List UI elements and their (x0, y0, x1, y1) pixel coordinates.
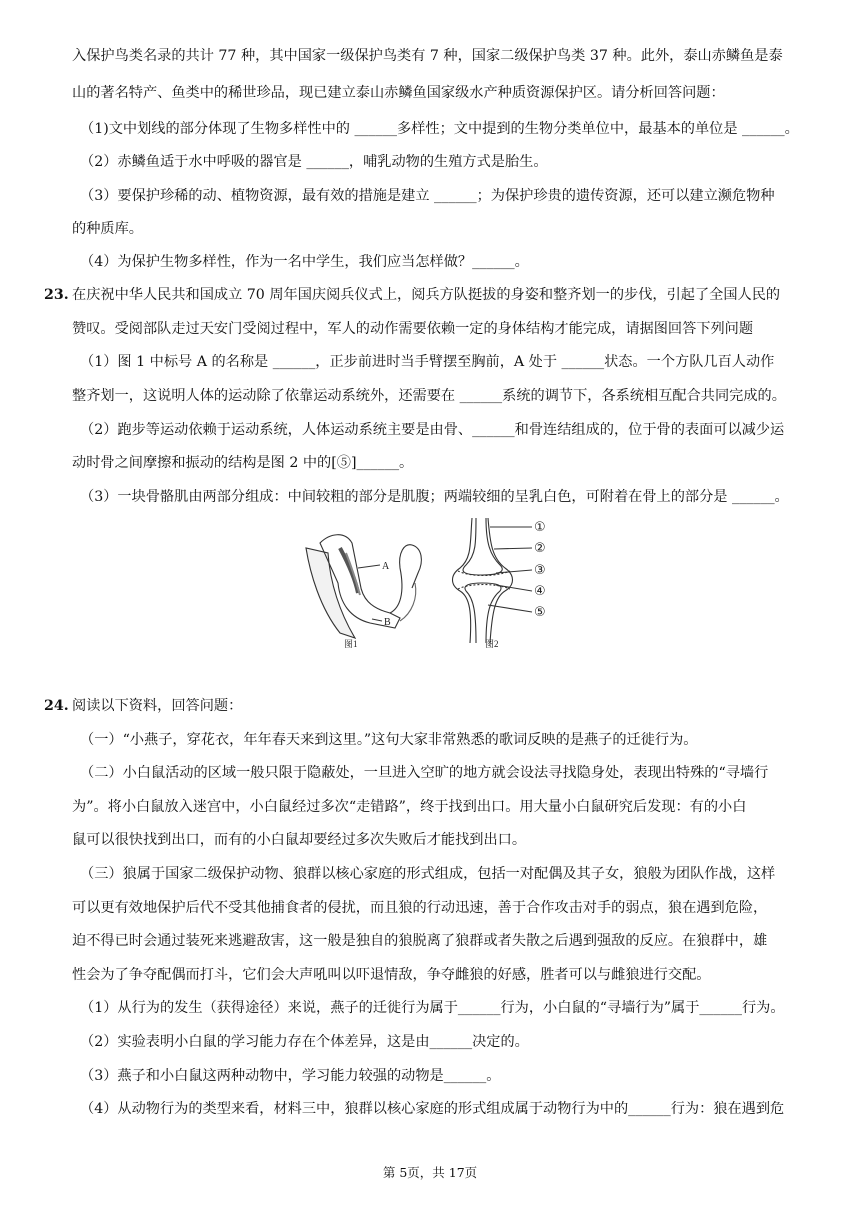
q24-material-3c: 迫不得已时会通过装死来逃避敌害，这一般是独自的狼脱离了狼群或者失散之后遇到强敌的反应。在狼群中，雄 (72, 933, 768, 949)
fig2-label-2: ② (534, 541, 546, 556)
fig-caption-1: 图1 (344, 639, 358, 649)
fig-label-a: A (382, 561, 390, 572)
q22-sub3a: （3）要保护珍稀的动、植物资源，最有效的措施是建立 ______；为保护珍贵的遗传资源，还可以建立濒危物种 (80, 188, 775, 204)
page-footer: 第 5页，共 17页 (382, 1165, 478, 1180)
fig2-label-4: ④ (534, 584, 546, 599)
q23-sub2a: （2）跑步等运动依赖于运动系统，人体运动系统主要是由骨、______和骨连结组成的，位于骨的表面可以减少运 (80, 422, 785, 438)
q24-material-3d: 性会为了争夺配偶而打斗，它们会大声吼叫以吓退情敌，争夺雌狼的好感，胜者可以与雌狼进行交配。 (72, 967, 711, 983)
q22-sub3b: 的种质库。 (72, 221, 143, 237)
fig2-label-5: ⑤ (534, 605, 546, 620)
q23-sub1b: 整齐划一，这说明人体的运动除了依靠运动系统外，还需要在 ______系统的调节下，各系统相互配合共同完成的。 (72, 388, 786, 404)
q23-sub3: （3）一块骨骼肌由两部分组成：中间较粗的部分是肌腹；两端较细的呈乳白色，可附着在骨上的部分是 ______。 (80, 489, 789, 505)
q24-sub4: （4）从动物行为的类型来看，材料三中，狼群以核心家庭的形式组成属于动物行为中的______行为：狼在遇到危 (80, 1101, 785, 1117)
fig-caption-2: 图2 (485, 639, 499, 649)
arm-figure (306, 535, 421, 638)
q24-sub1: （1）从行为的发生（获得途径）来说，燕子的迁徙行为属于______行为，小白鼠的“寻墙行为”属于______行为。 (80, 1000, 785, 1016)
q24-intro: 阅读以下资料，回答问题： (72, 698, 243, 714)
q23-line-2: 赞叹。受阅部队走过天安门受阅过程中，军人的动作需要依赖一定的身体结构才能完成，请据图回答下列问题 (72, 321, 754, 337)
q24-material-3b: 可以更有效地保护后代不受其他捕食者的侵扰，而且狼的行动迅速，善于合作攻击对手的弱点，狼在遇到危险， (72, 900, 768, 916)
fig-label-b: B (384, 617, 391, 628)
q23-sub1a: （1）图 1 中标号 A 的名称是 ______，正步前进时当手臂摆至胸前，A 处于 ______状态。一个方队几百人动作 (80, 354, 775, 370)
q24-material-2c: 鼠可以很快找到出口，而有的小白鼠却要经过多次失败后才能找到出口。 (72, 832, 527, 848)
q22-sub1: （1)文中划线的部分体现了生物多样性中的 ______多样性；文中提到的生物分类单位中，最基本的单位是 ______。 (80, 121, 799, 137)
q24-sub3: （3）燕子和小白鼠这两种动物中，学习能力较强的动物是______。 (80, 1068, 501, 1084)
q24-material-2b: 为”。将小白鼠放入迷宫中，小白鼠经过多次“走错路”，终于找到出口。用大量小白鼠研究后发现：有的小白 (72, 799, 747, 815)
q24-material-1: （一）“小燕子，穿花衣，年年春天来到这里。”这句大家非常熟悉的歌词反映的是燕子的迁徙行为。 (80, 732, 698, 748)
fig2-label-1: ① (534, 520, 546, 535)
intro-line-1: 入保护鸟类名录的共计 77 种，其中国家一级保护鸟类有 7 种，国家二级保护鸟类 37 种。此外，泰山赤鳞鱼是泰 (72, 48, 783, 64)
q23-number: 23. (44, 287, 69, 303)
q24-number: 24. (44, 698, 69, 714)
q24-material-3a: （三）狼属于国家二级保护动物、狼群以核心家庭的形式组成，包括一对配偶及其子女，狼般为团队作战，这样 (80, 866, 776, 882)
q23-figures (300, 513, 560, 653)
q22-sub4: （4）为保护生物多样性，作为一名中学生，我们应当怎样做？______。 (80, 254, 529, 270)
fig2-label-3: ③ (534, 563, 546, 578)
q23-line-1: 在庆祝中华人民共和国成立 70 周年国庆阅兵仪式上，阅兵方队挺拔的身姿和整齐划一的步伐，引起了全国人民的 (72, 287, 781, 303)
q24-sub2: （2）实验表明小白鼠的学习能力存在个体差异，这是由______决定的。 (80, 1034, 529, 1050)
q23-sub2b: 动时骨之间摩擦和振动的结构是图 2 中的[⑤]______。 (72, 455, 414, 471)
q22-sub2: （2）赤鳞鱼适于水中呼吸的器官是 ______，哺乳动物的生殖方式是胎生。 (80, 154, 548, 170)
joint-figure (453, 518, 533, 643)
q24-material-2a: （二）小白鼠活动的区域一般只限于隐蔽处，一旦进入空旷的地方就会设法寻找隐身处，表现出特殊的“寻墙行 (80, 765, 769, 781)
intro-line-2: 山的著名特产、鱼类中的稀世珍品，现已建立泰山赤鳞鱼国家级水产种质资源保护区。请分析回答问题： (72, 85, 725, 101)
